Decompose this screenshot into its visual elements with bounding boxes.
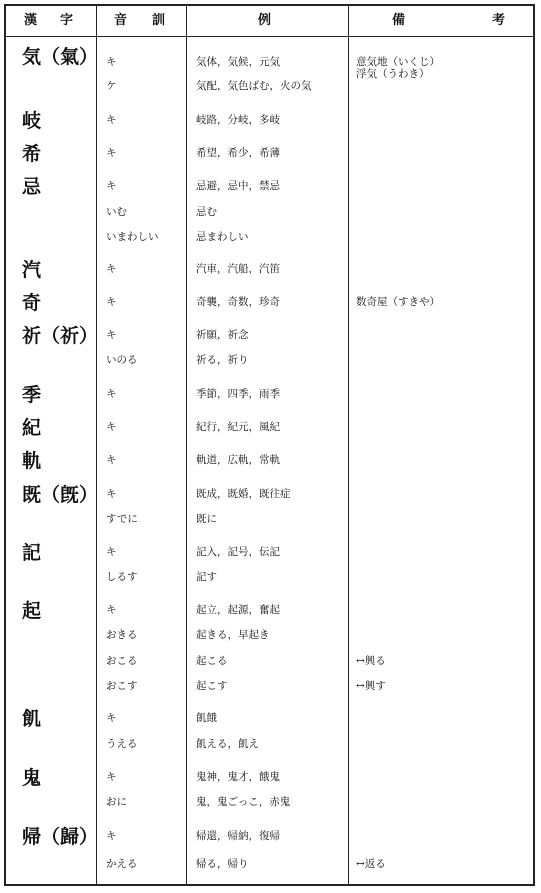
example-cell: 希望，希少，希薄	[196, 147, 280, 159]
reading-cell: キ	[106, 56, 117, 68]
example-cell: 季節，四季，雨季	[196, 388, 280, 400]
reading-cell: いまわしい	[106, 231, 159, 243]
example-cell: 起こす	[196, 680, 228, 692]
header-example	[186, 6, 348, 36]
kanji-entry: 既（旣）	[22, 484, 99, 506]
reading-cell: キ	[106, 114, 117, 126]
example-cell: 既成，既婚，既往症	[196, 488, 291, 500]
reading-cell: かえる	[106, 858, 138, 870]
kanji-entry: 帰（歸）	[22, 826, 99, 848]
note-cell: 数奇屋（すきや）	[356, 296, 440, 308]
reading-cell: キ	[106, 329, 117, 341]
table-border	[4, 4, 535, 886]
reading-cell: おこる	[106, 655, 138, 667]
reading-cell: キ	[106, 488, 117, 500]
note-cell: 意気地（いくじ）	[356, 56, 440, 68]
kanji-entry: 季	[22, 384, 42, 406]
reading-cell: キ	[106, 263, 117, 275]
example-cell: 既に	[196, 513, 217, 525]
example-cell: 祈願，祈念	[196, 329, 249, 341]
note-cell: ↔興す	[356, 680, 386, 692]
example-cell: 飢餓	[196, 712, 217, 724]
reading-cell: キ	[106, 604, 117, 616]
kanji-entry: 祈（祈）	[22, 325, 99, 347]
reading-cell: キ	[106, 830, 117, 842]
header-kanji-char: 漢	[24, 13, 38, 28]
example-cell: 鬼神，鬼才，餓鬼	[196, 771, 280, 783]
example-cell: 起きる，早起き	[196, 629, 270, 641]
reading-cell: すでに	[106, 513, 138, 525]
column-divider	[96, 4, 97, 886]
example-cell: 飢える，飢え	[196, 738, 259, 750]
reading-cell: ケ	[106, 80, 117, 92]
kanji-entry: 岐	[22, 110, 42, 132]
note-cell: ↔返る	[356, 858, 386, 870]
note-cell: 浮気（うわき）	[356, 68, 430, 80]
kanji-entry: 気（氣）	[22, 46, 99, 68]
reading-cell: おこす	[106, 680, 138, 692]
header-note-char: 考	[492, 13, 506, 28]
example-cell: 岐路，分岐，多岐	[196, 114, 280, 126]
example-cell: 祈る，祈り	[196, 354, 249, 366]
kanji-entry: 奇	[22, 292, 42, 314]
header-divider	[4, 36, 535, 37]
reading-cell: おきる	[106, 629, 138, 641]
reading-cell: キ	[106, 180, 117, 192]
note-cell: ↔興る	[356, 655, 386, 667]
reading-cell: いのる	[106, 354, 138, 366]
header-note-char: 備	[392, 13, 406, 28]
kanji-entry: 希	[22, 143, 42, 165]
reading-cell: キ	[106, 454, 117, 466]
kanji-entry: 起	[22, 600, 42, 622]
reading-cell: しるす	[106, 571, 138, 583]
example-cell: 忌避，忌中，禁忌	[196, 180, 280, 192]
kanji-entry: 飢	[22, 708, 42, 730]
header-reading-char: 音	[114, 13, 128, 28]
reading-cell: キ	[106, 421, 117, 433]
kanji-entry: 紀	[22, 417, 42, 439]
header-kanji	[0, 6, 96, 36]
reading-cell: キ	[106, 388, 117, 400]
reading-cell: おに	[106, 796, 127, 808]
header-note	[348, 6, 535, 36]
example-cell: 忌まわしい	[196, 231, 249, 243]
example-cell: 起こる	[196, 655, 228, 667]
example-cell: 気配，気色ばむ，火の気	[196, 80, 312, 92]
kanji-entry: 鬼	[22, 767, 42, 789]
header-reading	[96, 6, 186, 36]
column-divider	[186, 4, 187, 886]
kanji-entry: 記	[22, 542, 42, 564]
header-kanji-char: 字	[60, 13, 74, 28]
column-divider	[348, 4, 349, 886]
example-cell: 汽車，汽船，汽笛	[196, 263, 280, 275]
header-reading-char: 訓	[152, 13, 166, 28]
example-cell: 記入，記号，伝記	[196, 546, 280, 558]
reading-cell: いむ	[106, 206, 127, 218]
kanji-entry: 軌	[22, 450, 42, 472]
example-cell: 紀行，紀元，風紀	[196, 421, 280, 433]
reading-cell: うえる	[106, 738, 138, 750]
reading-cell: キ	[106, 546, 117, 558]
reading-cell: キ	[106, 771, 117, 783]
kanji-entry: 汽	[22, 259, 42, 281]
example-cell: 気体，気候，元気	[196, 56, 280, 68]
example-cell: 帰る，帰り	[196, 858, 249, 870]
header-example-char: 例	[258, 13, 272, 28]
example-cell: 奇襲，奇数，珍奇	[196, 296, 280, 308]
kanji-entry: 忌	[22, 176, 42, 198]
reading-cell: キ	[106, 712, 117, 724]
example-cell: 忌む	[196, 206, 217, 218]
example-cell: 起立，起源，奮起	[196, 604, 280, 616]
example-cell: 記す	[196, 571, 217, 583]
example-cell: 鬼，鬼ごっこ，赤鬼	[196, 796, 291, 808]
example-cell: 軌道，広軌，常軌	[196, 454, 280, 466]
reading-cell: キ	[106, 296, 117, 308]
reading-cell: キ	[106, 147, 117, 159]
example-cell: 帰還，帰納，復帰	[196, 830, 280, 842]
